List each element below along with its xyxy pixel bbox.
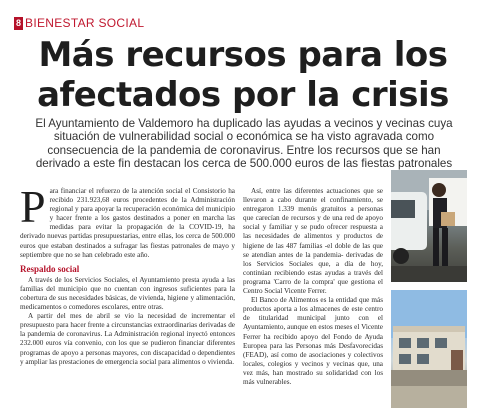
- paragraph-2: A través de los Servicios Sociales, el Ayuntamiento presta ayuda a las familias del municipio que no cuentan con ingresos suficientes para la cobertura de sus necesidades básicas, de vivienda, higiene y alimentación, medicamentos o comedores escolares, entre otras.: [20, 275, 235, 312]
- section-header: [14, 16, 144, 30]
- drop-cap: P: [20, 181, 46, 232]
- paragraph-intro: ara financiar el refuerzo de la atención social el Consistorio ha recibido 231.923,68 euros procedentes de la Administración regional y para apoyar la recuperación económica del municipio y hacer frente a los gastos destinados a poner en marcha las medidas para evitar la propagación de la COVID-19, ha derivado nuevas partidas presupuestarias, entre ellas, los cerca de 500.000 euros que estaban destinados a sufragar las fiestas patronales de mayo y septiembre que no se han celebrado este año.: [20, 187, 235, 259]
- building-illustration: [391, 290, 467, 408]
- page-number: 8: [16, 17, 22, 28]
- paragraph-3: A partir del mes de abril se vio la necesidad de incrementar el presupuesto para hacer frente a circunstancias extraordinarias derivadas de la pandemia de coronavirus. La Administración regional inyectó entonces 232.000 euros vía convenio, con los que se pudieron financiar diferentes programas de apoyo a personas mayores, con discapacidad o dependientes y ampliar las prestaciones de emergencia social para alimentos o vivienda.: [20, 312, 235, 366]
- headline: [20, 35, 466, 115]
- volunteer-van-photo: [391, 170, 467, 282]
- lead-paragraph: El Ayuntamiento de Valdemoro ha duplicado las ayudas a vecinos y vecinas cuya situación de vulnerabilidad social o económica se ha visto agravada como consecuencia de la pandemia de coronavirus. Entre los recursos que se han derivado a este fin destacan los cerca de 500.000 euros de las fiestas patronales: [35, 117, 453, 171]
- article-column-1: [20, 181, 235, 367]
- social-center-building-photo: [391, 290, 467, 408]
- headline-line-2: afectados por la crisis: [37, 75, 449, 115]
- paragraph-4: Así, entre las diferentes actuaciones que se llevaron a cabo durante el confinamiento, se entregaron 1.339 menús gratuitos a personas que carecían de recursos y de una red de apoyo social y familiar y se pudo ofrecer respuesta a las necesidades de alimentos y productos de higiene de las 487 familias -el doble de las que se atendían antes de la pandemia- derivadas de los Servicios Sociales que, a día de hoy, continúan recibiendo estas ayudas a través del programa 'Carro de la compra' que gestiona el Centro Social Vicente Ferrer.: [243, 187, 383, 296]
- subheading: Respaldo social: [20, 263, 80, 274]
- section-label: BIENESTAR SOCIAL: [25, 16, 145, 30]
- headline-line-1: Más recursos para los: [38, 35, 448, 75]
- volunteer-van-illustration: [391, 170, 467, 282]
- paragraph-5: El Banco de Alimentos es la entidad que más productos aporta a los almacenes de este centro de titularidad municipal junto con el Ayuntamiento, aunque en estos meses el Vicente Ferrer ha recibido apoyo del Fondo de Ayuda Europea para las Personas más Desfavorecidas (FEAD), así como de asociaciones y colectivos locales, colegios y vecinos y vecinas que, una vez más, han mostrado su solidaridad con los más vulnerables.: [243, 296, 383, 386]
- article-column-2: [243, 187, 383, 387]
